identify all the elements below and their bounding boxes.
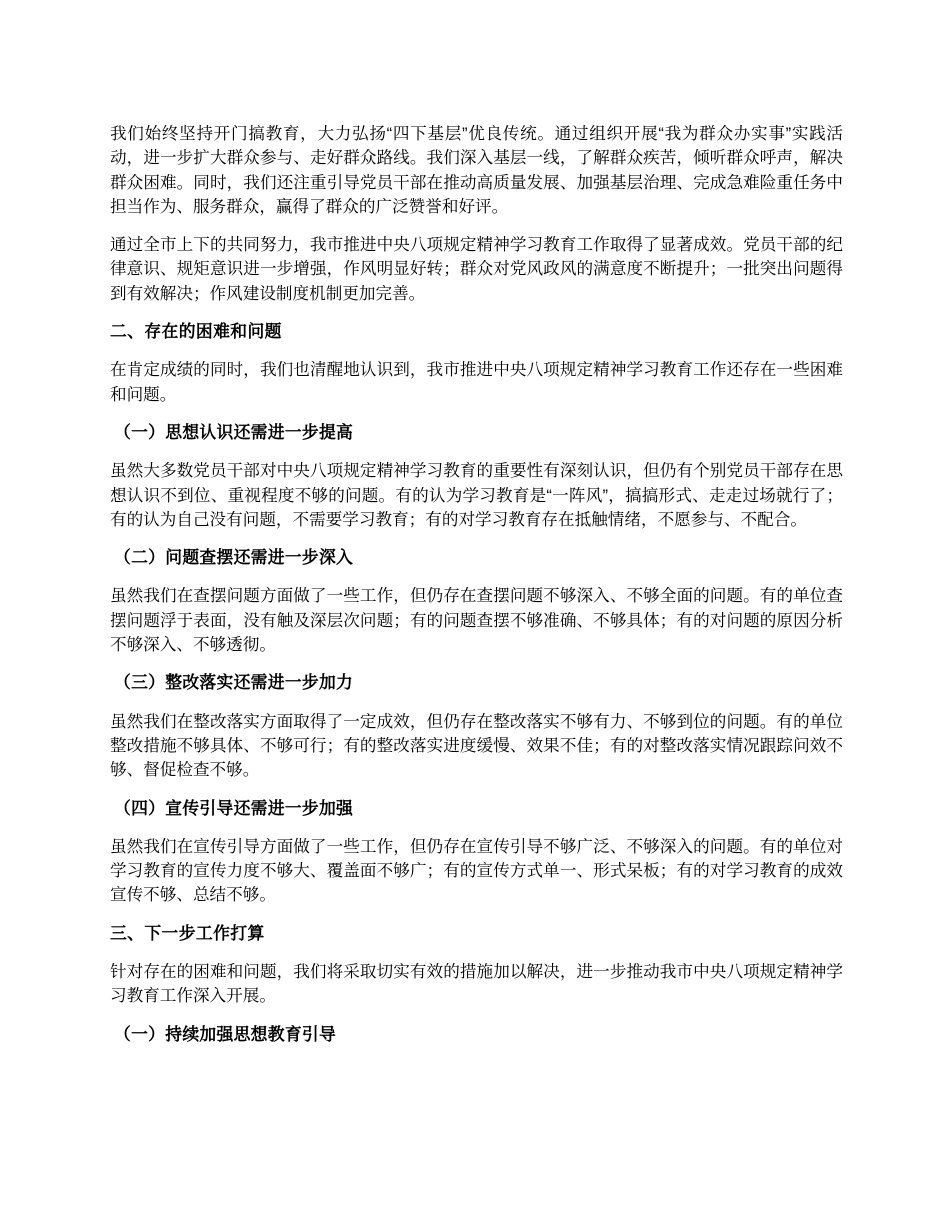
paragraph-p-two-sub-one-body: 虽然大多数党员干部对中央八项规定精神学习教育的重要性有深刻认识，但仍有个别党员干部存在思想认识不到位、重视程度不够的问题。有的认为学习教育是“一阵风”，搞搞形式、走走过场就行了；有的认为自己没有问题，不需要学习教育；有的对学习教育存在抵触情绪，不愿参与、不配合。: [110, 461, 843, 529]
paragraph-p-two-sub-two-body: 虽然我们在查摆问题方面做了一些工作，但仍存在查摆问题不够深入、不够全面的问题。有的单位查摆问题浮于表面，没有触及深层次问题；有的问题查摆不够准确、不够具体；有的对问题的原因分析不够深入、不够透彻。: [110, 586, 843, 655]
document-body: [110, 122, 843, 1047]
section-heading-h-section-two: 二、存在的困难和问题: [110, 322, 282, 342]
paragraph-p-two-sub-four-body: 虽然我们在宣传引导方面做了一些工作，但仍存在宣传引导不够广泛、不够深入的问题。有的单位对学习教育的宣传力度不够大、覆盖面不够广；有的宣传方式单一、形式呆板；有的对学习教育的成效宣传不够、总结不够。: [110, 836, 843, 905]
subsection-heading-h-two-sub-one: （一）思想认识还需进一步提高: [114, 422, 354, 442]
paragraph-p-section-two-intro: 在肯定成绩的同时，我们也清醒地认识到，我市推进中央八项规定精神学习教育工作还存在一些困难和问题。: [110, 360, 843, 404]
section-heading-h-section-three: 三、下一步工作打算: [110, 923, 265, 943]
paragraph-p-open-door-education: 我们始终坚持开门搞教育，大力弘扬“四下基层”优良传统。通过组织开展“我为群众办实事”实践活动，进一步扩大群众参与、走好群众路线。我们深入基层一线，了解群众疾苦，倾听群众呼声，解决群众困难。同时，我们还注重引导党员干部在推动高质量发展、加强基层治理、完成急难险重任务中担当作为、服务群众，赢得了群众的广泛赞誉和好评。: [110, 124, 843, 216]
paragraph-p-city-wide-results: 通过全市上下的共同努力，我市推进中央八项规定精神学习教育工作取得了显著成效。党员干部的纪律意识、规矩意识进一步增强，作风明显好转；群众对党风政风的满意度不断提升；一批突出问题得到有效解决；作风建设制度机制更加完善。: [110, 235, 843, 303]
subsection-heading-h-two-sub-three: （三）整改落实还需进一步加力: [114, 673, 354, 693]
subsection-heading-h-three-sub-one: （一）持续加强思想教育引导: [114, 1024, 337, 1044]
paragraph-p-two-sub-three-body: 虽然我们在整改落实方面取得了一定成效，但仍存在整改落实不够有力、不够到位的问题。有的单位整改措施不够具体、不够可行；有的整改落实进度缓慢、效果不佳；有的对整改落实情况跟踪问效不够、督促检查不够。: [110, 711, 843, 780]
subsection-heading-h-two-sub-two: （二）问题查摆还需进一步深入: [114, 548, 354, 568]
paragraph-p-section-three-intro: 针对存在的困难和问题，我们将采取切实有效的措施加以解决，进一步推动我市中央八项规定精神学习教育工作深入开展。: [110, 962, 843, 1006]
subsection-heading-h-two-sub-four: （四）宣传引导还需进一步加强: [114, 798, 354, 818]
